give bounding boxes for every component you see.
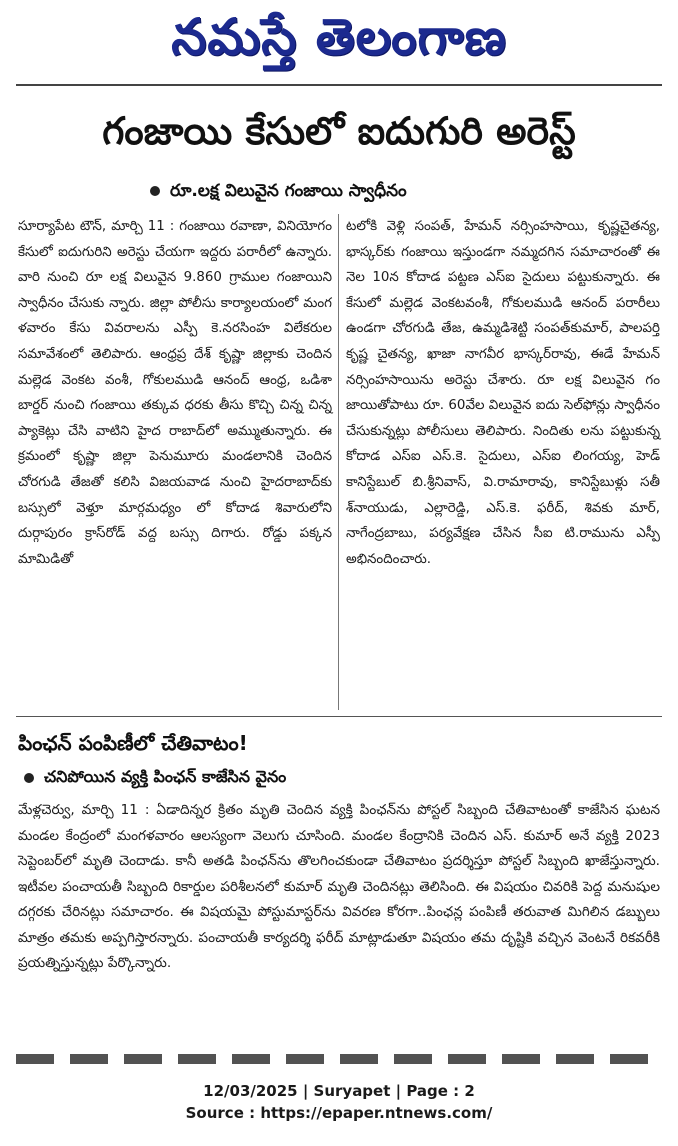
- article-headline: గంజాయి కేసులో ఐదుగురి అరెస్ట్: [102, 109, 576, 153]
- article-body-right: టలోకి వెళ్లి సంపత్, హేమన్ నర్సింహసాయి, కృష్ణచైతన్య, భాస్కర్‌కు గంజాయి ఇస్తుండగా నమ్మదగిన సమాచారంతో ఈ నెల 10న కోదాడ పట్టణ ఎస్ఐ సైదులు పట్టుకున్నారు. ఈ కేసులో మల్లెడ వెంకటవంశీ, గోకులముడి ఆనంద్ పరారీలు ఉండగా చోరగుడి తేజ, ఉమ్మడిశెట్టి సంపత్‌కుమార్, పాలపర్తి కృష్ణ చైతన్య, ఖాజా నాగవీర భాస్కర్‌రావు, ఈడే హేమన్ నర్సింహసాయిను అరెస్టు చేశారు. రూ లక్ష విలువైన గం జాయితోపాటు రూ. 60వేల విలువైన ఐదు సెల్‌ఫోన్లు స్వాధీనం చేసుకున్నట్లు పోలీసులు తెలిపారు. నిందితు లను పట్టుకున్న కోదాడ ఎస్ఐ ఎస్.కె. సైదులు, ఎస్ఐ లింగయ్య, హెడ్ కానిస్టేబుల్ బి.శ్రీనివాస్, వి.రామారావు, కానిస్టేబుళ్లు సతీ శ్‌నాయుడు, ఎల్లారెడ్డి, ఎస్.కె. ఫరీద్, శివకు మార్, నాగేంద్రబాబు, పర్యవేక్షణ చేసిన సీఐ టి.రామును ఎస్పీ అభినందించారు.: [346, 219, 660, 567]
- newspaper-logo: నమస్తే తెలంగాణ: [171, 8, 507, 66]
- clipped-text-edge: [16, 1054, 662, 1064]
- article-column-right: [346, 214, 660, 572]
- footer-source: Source : https://epaper.ntnews.com/: [185, 1104, 493, 1122]
- article-column-left: [18, 214, 332, 572]
- article-body-left: సూర్యాపేట టౌన్, మార్చి 11 : గంజాయి రవాణా, వినియోగం కేసులో ఐదుగురిని అరెస్టు చేయగా ఇద్దరు పరారీలో ఉన్నారు. వారి నుంచి రూ లక్ష విలువైన 9.860 గ్రాముల గంజాయిని స్వాధీనం చేసుకు న్నారు. జిల్లా పోలీసు కార్యాలయంలో మంగ ళవారం కేసు వివరాలను ఎస్పీ కె.నరసింహ విలేకరుల సమావేశంలో తెలిపారు. ఆంధ్రప్ర దేశ్ కృష్ణా జిల్లాకు చెందిన మల్లెడ వెంకట వంశీ, గోకులముడి ఆనంద్ ఆంధ్ర, ఒడిశా బార్డర్ నుంచి గంజాయి తక్కువ ధరకు తీసు కొచ్చి చిన్న చిన్న ప్యాకెట్లు చేసి వాటిని హైద రాబాద్‌లో అమ్ముతున్నారు. ఈ క్రమంలో కృష్ణా జిల్లా పెనుమూరు మండలానికి చెందిన చోరగుడి తేజతో కలిసి విజయవాడ నుంచి హైదరాబాద్‌కు బస్సులో వెళ్తూ మార్గమధ్యం లో కోదాడ శివారులోని దుర్గాపురం క్రాస్‌రోడ్ వద్ద బస్సు దిగారు. రోడ్డు పక్కన మామిడితో: [18, 219, 332, 567]
- bullet-icon: [150, 186, 160, 196]
- second-article-subheadline-text: చనిపోయిన వ్యక్తి పింఛన్ కాజేసిన వైనం: [44, 767, 287, 786]
- article-divider: [16, 716, 662, 717]
- footer-date-edition: 12/03/2025 | Suryapet | Page : 2: [203, 1082, 475, 1100]
- second-article-body: [18, 798, 660, 977]
- second-article-headline: పింఛన్ పంపిణీలో చేతివాటం!: [18, 731, 248, 755]
- page-footer: [0, 1080, 678, 1124]
- masthead: [0, 4, 678, 74]
- article-subheadline: [150, 178, 650, 204]
- column-divider: [338, 214, 339, 710]
- masthead-divider: [16, 84, 662, 86]
- second-article-subheadline: [24, 764, 664, 790]
- second-article-text: మేళ్లచెర్వు, మార్చి 11 : ఏడాదిన్నర క్రితం మృతి చెందిన వ్యక్తి పింఛన్‌ను పోస్టల్ సిబ్బంది చేతివాటంతో కాజేసిన ఘటన మండల కేంద్రంలో మంగళవారం ఆలస్యంగా వెలుగు చూసింది. మండల కేంద్రానికి చెందిన ఎస్. కుమార్ అనే వ్యక్తి 2023 సెప్టెంబర్‌లో మృతి చెందాడు. కానీ అతడి పింఛన్‌ను తొలగించకుండా చేతివాటం ప్రదర్శిస్తూ పోస్టల్ సిబ్బంది ఖాజేస్తున్నారు. ఇటీవల పంచాయతీ సిబ్బంది రికార్డుల పరిశీలనలో కుమార్ మృతి చెందినట్లు తెలిసింది. ఈ విషయం చివరికి పెద్ద మనుషుల దగ్గరకు చేరినట్లు సమాచారం. ఈ విషయమై పోస్టుమాస్టర్‌ను వివరణ కోరగా..పింఛన్ల పంపిణీ తరువాత మిగిలిన డబ్బులు మాత్రం తమకు అప్పగిస్తారన్నారు. పంచాయతీ కార్యదర్శి ఫరీద్ మాట్లాడుతూ విషయం తమ దృష్టికి వచ్చిన వెంటనే రికవరీకి ప్రయత్నిస్తున్నట్లు పేర్కొన్నారు.: [18, 802, 660, 971]
- bullet-icon: [24, 773, 34, 783]
- article-subheadline-text: రూ.లక్ష విలువైన గంజాయి స్వాధీనం: [170, 181, 407, 201]
